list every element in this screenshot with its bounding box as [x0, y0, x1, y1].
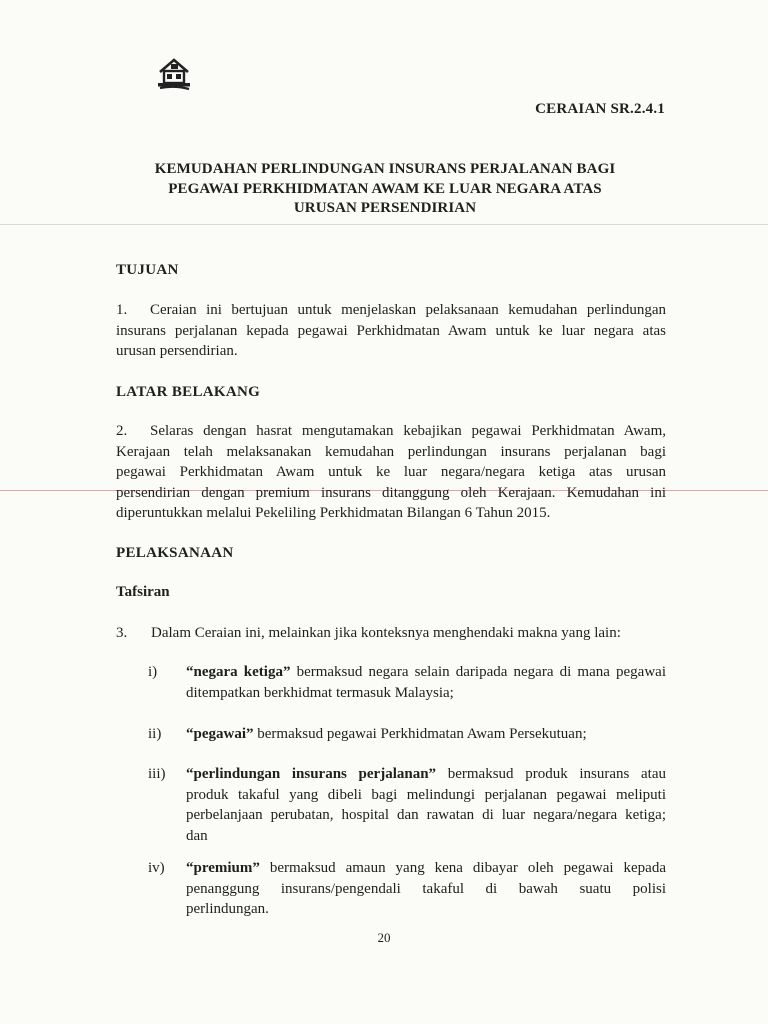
definition-item: [148, 858, 666, 920]
house-logo-icon: [155, 56, 193, 92]
definition-term: “premium”: [186, 860, 260, 876]
definition-text: bermaksud produk insurans atau: [436, 766, 666, 782]
paragraph-3-intro: [116, 625, 621, 642]
definition-item: [148, 662, 666, 703]
definition-text: bermaksud amaun yang kena dibayar oleh pegawai kepada: [259, 860, 666, 876]
paragraph-number: 3.: [116, 625, 128, 641]
document-title: [110, 160, 660, 219]
definition-numeral: iii): [148, 766, 166, 782]
paragraph-line: Ceraian ini bertujuan untuk menjelaskan pelaksanaan kemudahan perlindungan: [150, 302, 666, 318]
definition-term: “perlindungan insurans perjalanan”: [186, 766, 437, 782]
paragraph-2: [116, 421, 666, 524]
definition-text: bermaksud negara selain daripada negara di mana pegawai: [290, 664, 666, 680]
definition-item: [148, 764, 666, 846]
paragraph-line: insurans perjalanan kepada pegawai Perkhidmatan Awam untuk ke luar negara atas: [116, 322, 666, 339]
definition-text: penanggung insurans/pengendali takaful di bawah suatu polisi: [186, 880, 666, 897]
title-line: URUSAN PERSENDIRIAN: [293, 200, 477, 216]
definition-text: produk takaful yang dibeli bagi melindungi perjalanan pegawai meliputi: [186, 786, 666, 803]
subheading-tafsiran: Tafsiran: [116, 584, 170, 600]
definition-item: [148, 724, 666, 745]
paragraph-1: [116, 300, 666, 362]
definition-numeral: ii): [148, 726, 162, 742]
paragraph-line: diperuntukkan melalui Pekeliling Perkhidmatan Bilangan 6 Tahun 2015.: [116, 505, 551, 521]
title-line: PEGAWAI PERKHIDMATAN AWAM KE LUAR NEGARA ATAS: [168, 180, 602, 197]
paragraph-line: Dalam Ceraian ini, melainkan jika konteksnya menghendaki makna yang lain:: [151, 625, 621, 641]
paragraph-line: urusan persendirian.: [116, 343, 238, 359]
document-reference-code: CERAIAN SR.2.4.1: [535, 101, 665, 117]
definition-term: “pegawai”: [186, 726, 254, 742]
paragraph-number: 2.: [116, 423, 128, 439]
section-heading-tujuan: TUJUAN: [116, 262, 179, 278]
scan-guide-line: [0, 224, 768, 225]
section-heading-latar-belakang: LATAR BELAKANG: [116, 384, 261, 400]
section-heading-pelaksanaan: PELAKSANAAN: [116, 545, 234, 561]
definition-text: ditempatkan berkhidmat termasuk Malaysia;: [186, 684, 454, 701]
definition-term: “negara ketiga”: [186, 664, 291, 680]
page-number: 20: [377, 930, 391, 945]
definition-text: dan: [186, 827, 208, 844]
definition-text: bermaksud pegawai Perkhidmatan Awam Persekutuan;: [253, 726, 587, 742]
paragraph-number: 1.: [116, 302, 128, 318]
paragraph-line: pegawai Perkhidmatan Awam untuk ke luar negara/negara ketiga atas urusan: [116, 464, 666, 480]
title-line: KEMUDAHAN PERLINDUNGAN INSURANS PERJALANAN BAGI: [154, 161, 616, 177]
definition-numeral: iv): [148, 860, 165, 876]
paragraph-line: persendirian dengan premium insurans ditanggung oleh Kerajaan. Kemudahan ini: [116, 484, 666, 501]
paragraph-line: Kerajaan telah melaksanakan kemudahan perlindungan insurans perjalanan bagi: [116, 443, 666, 460]
definition-text: perbelanjaan perubatan, hospital dan rawatan di luar negara/negara ketiga;: [186, 807, 666, 823]
paragraph-line: Selaras dengan hasrat mengutamakan kebajikan pegawai Perkhidmatan Awam,: [150, 423, 666, 439]
definition-numeral: i): [148, 664, 158, 680]
definition-text: perlindungan.: [186, 901, 269, 917]
